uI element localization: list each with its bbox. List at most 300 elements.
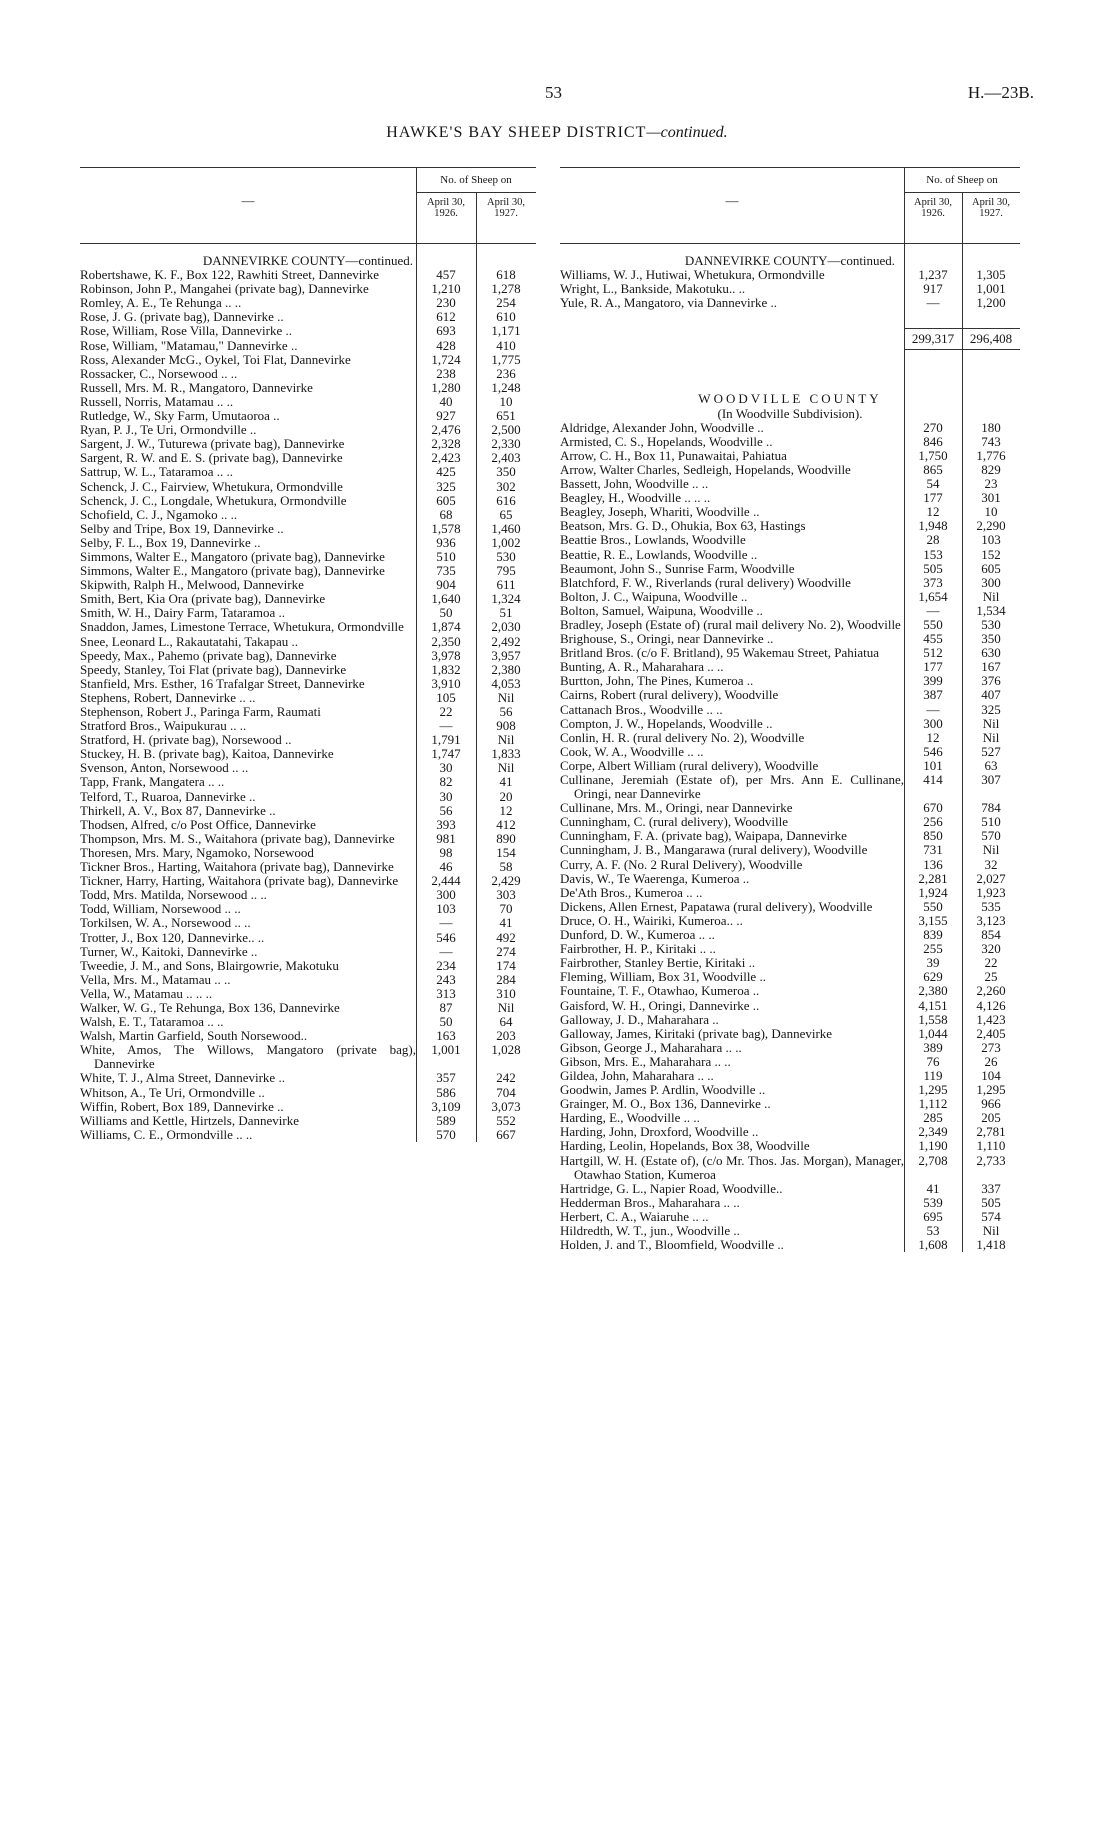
table-row (80, 973, 536, 987)
sheep-count-1927: 376 (981, 673, 1001, 689)
owner-name-address: Gaisford, W. H., Oringi, Dannevirke .. (560, 997, 760, 1013)
sheep-count-1926: 243 (436, 971, 456, 987)
table-row (560, 843, 1020, 857)
table-row (80, 1043, 536, 1071)
owner-name-address: Fairbrother, Stanley Bertie, Kiritaki .. (560, 955, 756, 971)
sheep-count-1926: 550 (923, 898, 943, 914)
sheep-count-1926: 425 (436, 464, 456, 480)
table-row (80, 437, 536, 451)
table-row (80, 733, 536, 747)
sheep-count-1927: 2,733 (976, 1152, 1006, 1168)
owner-name-address: Snee, Leonard L., Rakautatahi, Takapau .. (80, 633, 298, 649)
table-row (80, 268, 536, 282)
sheep-count-1926: 256 (923, 814, 943, 830)
owner-name-address: Armisted, C. S., Hopelands, Woodville .. (560, 433, 773, 449)
sheep-count-1927: 325 (981, 701, 1001, 717)
table-row (560, 533, 1020, 547)
sheep-count-1927: 350 (496, 464, 516, 480)
header-1927: April 30, 1927. (972, 197, 1010, 219)
sheep-count-1927: 1,002 (491, 534, 521, 550)
sheep-count-1926: 1,295 (918, 1082, 948, 1098)
sheep-count-1926: 510 (436, 548, 456, 564)
sheep-count-1927: 527 (981, 743, 1001, 759)
owner-name-address: Herbert, C. A., Waiaruhe .. .. (560, 1208, 709, 1224)
sheep-count-1927: 618 (496, 267, 516, 283)
table-row (80, 339, 536, 353)
sheep-count-1927: 1,460 (491, 520, 521, 536)
sheep-count-1927: 552 (496, 1112, 516, 1128)
sheep-count-1926: 2,444 (431, 873, 461, 889)
sheep-count-1926: 917 (923, 281, 943, 297)
sheep-count-1926: 670 (923, 800, 943, 816)
sheep-count-1927: 41 (499, 915, 513, 931)
sheep-count-1926: 238 (436, 365, 456, 381)
owner-name-address: Russell, Norris, Matamau .. .. (80, 393, 234, 409)
owner-name-address: Beattie, R. E., Lowlands, Woodville .. (560, 546, 758, 562)
sheep-count-1926: 693 (436, 323, 456, 339)
owner-name-address: Speedy, Max., Pahemo (private bag), Dannevirke (80, 647, 337, 663)
sheep-count-1927: 2,260 (976, 983, 1006, 999)
table-body (560, 244, 1020, 1252)
table-row (560, 886, 1020, 900)
table-row (560, 477, 1020, 491)
sheep-count-1926: — (439, 943, 453, 959)
table-row (560, 688, 1020, 702)
sheep-count-1927: 492 (496, 929, 516, 945)
sheep-count-1926: 1,044 (918, 1025, 948, 1041)
owner-name-address: Cairns, Robert (rural delivery), Woodville (560, 687, 779, 703)
sheep-count-1926: 98 (439, 844, 453, 860)
sheep-count-1927: 407 (981, 687, 1001, 703)
owner-name-address: Wright, L., Bankside, Makotuku.. .. (560, 281, 746, 297)
sheep-count-1926: 846 (923, 433, 943, 449)
sheep-count-1926: 2,349 (918, 1124, 948, 1140)
owner-name-address: Gildea, John, Maharahara .. .. (560, 1067, 714, 1083)
owner-name-address: Schenck, J. C., Longdale, Whetukura, Ormondville (80, 492, 347, 508)
table-row (80, 409, 536, 423)
sheep-count-1926: 695 (923, 1208, 943, 1224)
sheep-count-1927: Nil (982, 588, 1000, 604)
owner-name-address: Ross, Alexander McG., Oykel, Toi Flat, Dannevirke (80, 351, 351, 367)
sheep-count-1927: 1,200 (976, 295, 1006, 311)
table-row (80, 677, 536, 691)
table-row (560, 449, 1020, 463)
sheep-count-1926: 285 (923, 1110, 943, 1126)
table-row (560, 435, 1020, 449)
sheep-count-1927: 570 (981, 828, 1001, 844)
sheep-count-1927: Nil (497, 999, 515, 1015)
sheep-count-1927: 890 (496, 830, 516, 846)
sheep-count-1926: 3,109 (431, 1098, 461, 1114)
sheep-count-1926: 839 (923, 927, 943, 943)
owner-name-address: Galloway, James, Kiritaki (private bag), Dannevirke (560, 1025, 833, 1041)
sheep-count-1926: 28 (926, 532, 940, 548)
owner-name-address: Sargent, R. W. and E. S. (private bag), Dannevirke (80, 450, 343, 466)
table-row (560, 1210, 1020, 1224)
owner-name-address: Beagley, Joseph, Whariti, Woodville .. (560, 504, 760, 520)
owner-name-address: Goodwin, James P. Ardlin, Woodville .. (560, 1082, 766, 1098)
title-suffix: —continued. (646, 124, 728, 141)
sheep-count-1926: 68 (439, 506, 453, 522)
table-row (80, 423, 536, 437)
sheep-count-1926: 153 (923, 546, 943, 562)
sheep-count-1926: 3,910 (431, 675, 461, 691)
sheep-count-1927: 611 (496, 577, 516, 593)
table-row (80, 1071, 536, 1085)
owner-name-address: Holden, J. and T., Bloomfield, Woodville .. (560, 1237, 784, 1253)
sheep-count-1926: 1,558 (918, 1011, 948, 1027)
section-heading: DANNEVIRKE COUNTY—continued. (202, 253, 414, 268)
owner-name-address: Robertshawe, K. F., Box 122, Rawhiti Street, Dannevirke (80, 267, 379, 283)
table-row (560, 829, 1020, 843)
owner-name-address: Vella, W., Matamau .. .. .. (80, 985, 213, 1001)
header-dash: — (725, 193, 739, 208)
table-row (80, 1100, 536, 1114)
sheep-count-1927: 510 (981, 814, 1001, 830)
owner-name-address: Thirkell, A. V., Box 87, Dannevirke .. (80, 802, 276, 818)
owner-name-address: Walker, W. G., Te Rehunga, Box 136, Dannevirke (80, 999, 340, 1015)
owner-name-address: Corpe, Albert William (rural delivery), Woodville (560, 757, 819, 773)
sheep-count-1927: 784 (981, 800, 1001, 816)
owner-name-address: Skipwith, Ralph H., Melwood, Dannevirke (80, 577, 304, 593)
sheep-count-1926: 393 (436, 816, 456, 832)
table-row (560, 703, 1020, 717)
owner-name-address: Todd, William, Norsewood .. .. (80, 901, 241, 917)
sheep-count-1927: 274 (496, 943, 516, 959)
sheep-count-1927: 2,290 (976, 518, 1006, 534)
owner-name-address: Tapp, Frank, Mangatera .. .. (80, 774, 225, 790)
header-1927: April 30, 1927. (487, 197, 525, 219)
table-row (80, 465, 536, 479)
sheep-count-1927: 154 (496, 844, 516, 860)
table-row (560, 731, 1020, 745)
sheep-count-1927: 205 (981, 1110, 1001, 1126)
sheep-count-1927: 301 (981, 490, 1001, 506)
table-row (80, 959, 536, 973)
sheep-count-1926: 2,350 (431, 633, 461, 649)
sheep-count-1926: 56 (439, 802, 453, 818)
table-row (80, 747, 536, 761)
owner-name-address: Rossacker, C., Norsewood .. .. (80, 365, 238, 381)
sheep-count-1926: 22 (439, 704, 453, 719)
table-row (560, 956, 1020, 970)
owner-name-address: Robinson, John P., Mangahei (private bag), Dannevirke (80, 281, 369, 297)
owner-name-address: Smith, Bert, Kia Ora (private bag), Dannevirke (80, 591, 326, 607)
table-header (560, 167, 1020, 244)
table-row (80, 508, 536, 522)
sheep-count-1927: 1,833 (491, 746, 521, 762)
sheep-count-1926: 586 (436, 1084, 456, 1100)
sheep-count-1927: 743 (981, 433, 1001, 449)
title-main: HAWKE'S BAY SHEEP DISTRICT (386, 124, 647, 141)
table-row (560, 942, 1020, 956)
table-row (560, 548, 1020, 562)
left-rows (80, 268, 536, 1142)
section-heading-woodville: WOODVILLE COUNTY (698, 391, 882, 407)
sheep-count-1927: 2,500 (491, 422, 521, 438)
sheep-count-1927: Nil (982, 842, 1000, 858)
sheep-count-1927: 1,534 (976, 602, 1006, 618)
sheep-count-1926: 12 (926, 504, 940, 520)
right-rows-dannevirke (560, 268, 1020, 310)
sheep-count-1927: 3,073 (491, 1098, 521, 1114)
owner-name-address: Smith, W. H., Dairy Farm, Tataramoa .. (80, 605, 286, 621)
sheep-count-1926: 300 (436, 887, 456, 903)
table-row (80, 719, 536, 733)
owner-name-address: Fairbrother, H. P., Kiritaki .. .. (560, 941, 716, 957)
sheep-count-1927: 1,418 (976, 1237, 1006, 1253)
table-row (560, 1139, 1020, 1153)
sheep-count-1927: 651 (496, 408, 516, 424)
owner-name-address: Fleming, William, Box 31, Woodville .. (560, 969, 766, 985)
sheep-count-1926: 2,281 (918, 870, 948, 886)
sheep-count-1926: 1,750 (918, 447, 948, 463)
sheep-count-1927: 350 (981, 631, 1001, 647)
owner-name-address: Snaddon, James, Limestone Terrace, Whetukura, Ormondville (80, 619, 404, 635)
sheep-count-1926: 612 (436, 309, 456, 325)
owner-name-address: Stephenson, Robert J., Paringa Farm, Raumati (80, 704, 321, 719)
owner-name-address: Rose, William, "Matamau," Dannevirke .. (80, 337, 298, 353)
sheep-count-1926: 387 (923, 687, 943, 703)
owner-name-address: Ryan, P. J., Te Uri, Ormondville .. (80, 422, 257, 438)
sheep-count-1927: Nil (982, 729, 1000, 745)
owner-name-address: Cook, W. A., Woodville .. .. (560, 743, 704, 759)
sheep-count-1927: 1,923 (976, 884, 1006, 900)
sheep-count-1926: 39 (926, 955, 940, 971)
sheep-count-1927: 2,429 (491, 873, 521, 889)
sheep-count-1926: 50 (439, 1014, 453, 1030)
table-row (80, 296, 536, 310)
sheep-count-1927: 70 (499, 901, 513, 917)
owner-name-address: Svenson, Anton, Norsewood .. .. (80, 760, 249, 776)
sheep-count-1926: 865 (923, 461, 943, 477)
sheep-count-1926: 163 (436, 1028, 456, 1044)
table-row (80, 536, 536, 550)
sheep-count-1927: 22 (984, 955, 998, 971)
owner-name-address: Yule, R. A., Mangatoro, via Dannevirke .. (560, 295, 777, 311)
sheep-count-1926: 1,237 (918, 267, 948, 283)
sheep-count-1927: 236 (496, 365, 516, 381)
table-row (560, 604, 1020, 618)
owner-name-address: Vella, Mrs. M., Matamau .. .. (80, 971, 231, 987)
table-row (560, 463, 1020, 477)
total-1926: 299,317 (904, 328, 962, 350)
table-row (80, 635, 536, 649)
sheep-count-1926: 570 (436, 1126, 456, 1142)
county-total-row (560, 328, 1020, 350)
sheep-count-1927: 1,110 (976, 1138, 1006, 1154)
sheep-count-1926: 1,791 (431, 732, 461, 748)
owner-name-address: De'Ath Bros., Kumeroa .. .. (560, 884, 703, 900)
sheep-count-1926: 30 (439, 788, 453, 804)
sheep-count-1926: 76 (926, 1053, 940, 1069)
sheep-count-1927: 152 (981, 546, 1001, 562)
sheep-count-1926: 105 (436, 689, 456, 705)
sheep-count-1927: 203 (496, 1028, 516, 1044)
owner-name-address: Rutledge, W., Sky Farm, Umutaoroa .. (80, 408, 280, 424)
sheep-count-1926: 428 (436, 337, 456, 353)
page-number: 53 (545, 83, 562, 102)
table-row (560, 1196, 1020, 1210)
table-row (80, 324, 536, 338)
sheep-count-1927: 535 (981, 898, 1001, 914)
owner-name-address: Stephens, Robert, Dannevirke .. .. (80, 689, 256, 705)
sheep-count-1926: 325 (436, 478, 456, 494)
header-dash: — (241, 193, 255, 208)
table-row (560, 519, 1020, 533)
owner-name-address: Burtton, John, The Pines, Kumeroa .. (560, 673, 754, 689)
sheep-count-1927: 530 (981, 616, 1001, 632)
sheep-count-1926: 735 (436, 563, 456, 579)
table-row (80, 522, 536, 536)
table-row (80, 353, 536, 367)
owner-name-address: Williams, W. J., Hutiwai, Whetukura, Ormondville (560, 267, 825, 283)
table-row (560, 562, 1020, 576)
sheep-count-1926: 82 (439, 774, 453, 790)
table-row (560, 970, 1020, 984)
table-row (560, 646, 1020, 660)
owner-name-address: Rose, William, Rose Villa, Dannevirke .. (80, 323, 292, 339)
document-reference: H.—23B. (967, 83, 1034, 102)
table-row (80, 451, 536, 465)
sheep-count-1927: 605 (981, 560, 1001, 576)
sheep-count-1927: 3,957 (491, 647, 521, 663)
sheep-count-1926: 389 (923, 1039, 943, 1055)
table-row (560, 421, 1020, 435)
owner-name-address: Bunting, A. R., Maharahara .. .. (560, 659, 724, 675)
sheep-count-1927: 2,492 (491, 633, 521, 649)
owner-name-address: Galloway, J. D., Maharahara .. (560, 1011, 719, 1027)
sheep-count-1926: 550 (923, 616, 943, 632)
sheep-count-1926: — (439, 718, 453, 734)
table-row (560, 491, 1020, 505)
sheep-count-1926: 2,380 (918, 983, 948, 999)
left-column (80, 167, 536, 1142)
sheep-count-1927: 303 (496, 887, 516, 903)
sheep-count-1927: 829 (981, 461, 1001, 477)
owner-name-address: Hildredth, W. T., jun., Woodville .. (560, 1223, 740, 1238)
sheep-count-1926: 50 (439, 605, 453, 621)
sheep-count-1926: 1,874 (431, 619, 461, 635)
sheep-count-1926: 1,280 (431, 379, 461, 395)
sheep-count-1926: 1,832 (431, 661, 461, 677)
owner-name-address: Walsh, Martin Garfield, South Norsewood.. (80, 1028, 308, 1044)
owner-name-address: Schofield, C. J., Ngamoko .. .. (80, 506, 238, 522)
owner-name-address: Stanfield, Mrs. Esther, 16 Trafalgar Street, Dannevirke (80, 675, 365, 691)
owner-name-address: Turner, W., Kaitoki, Dannevirke .. (80, 943, 258, 959)
owner-name-address: Dickens, Allen Ernest, Papatawa (rural delivery), Woodville (560, 898, 873, 914)
owner-name-address: Bolton, Samuel, Waipuna, Woodville .. (560, 602, 763, 618)
sheep-count-1926: 54 (926, 476, 940, 492)
sheep-count-1927: 302 (496, 478, 516, 494)
owner-name-address: Sargent, J. W., Tuturewa (private bag), Dannevirke (80, 436, 345, 452)
table-row (560, 928, 1020, 942)
owner-name-address: Druce, O. H., Wairiki, Kumeroa.. .. (560, 912, 743, 928)
sheep-count-1926: 927 (436, 408, 456, 424)
sheep-count-1927: 1,295 (976, 1082, 1006, 1098)
table-row (560, 660, 1020, 674)
owner-name-address: Simmons, Walter E., Mangatoro (private bag), Dannevirke (80, 563, 385, 579)
sheep-count-1926: 46 (439, 859, 453, 875)
owner-name-address: Harding, John, Droxford, Woodville .. (560, 1124, 759, 1140)
table-row (80, 310, 536, 324)
header-1926: April 30, 1926. (914, 197, 952, 219)
sheep-count-1927: 65 (499, 506, 513, 522)
sheep-count-1927: 32 (984, 856, 998, 872)
table-row (80, 1015, 536, 1029)
table-row (560, 1041, 1020, 1055)
sheep-count-1926: 3,978 (431, 647, 461, 663)
sheep-count-1926: 1,190 (918, 1138, 948, 1154)
table-row (560, 773, 1020, 801)
table-row (80, 916, 536, 930)
owner-name-address: Tweedie, J. M., and Sons, Blairgowrie, Makotuku (80, 957, 339, 973)
owner-name-address: Cunningham, F. A. (private bag), Waipapa, Dannevirke (560, 828, 847, 844)
sheep-count-1926: 103 (436, 901, 456, 917)
table-row (80, 663, 536, 677)
sheep-count-1927: 1,775 (491, 351, 521, 367)
table-row (80, 620, 536, 634)
owner-name-address: Wiffin, Robert, Box 189, Dannevirke .. (80, 1098, 284, 1114)
sheep-count-1927: 1,248 (491, 379, 521, 395)
table-row (80, 395, 536, 409)
table-row (560, 1154, 1020, 1182)
table-row (80, 775, 536, 789)
owner-name-address: Romley, A. E., Te Rehunga .. .. (80, 295, 242, 311)
sheep-count-1927: 1,324 (491, 591, 521, 607)
table-row (80, 874, 536, 888)
table-row (80, 987, 536, 1001)
owner-name-address: Compton, J. W., Hopelands, Woodville .. (560, 715, 773, 731)
table-row (560, 1027, 1020, 1041)
sheep-count-1926: — (926, 602, 940, 618)
sheep-count-1927: 2,030 (491, 619, 521, 635)
owner-name-address: Beattie Bros., Lowlands, Woodville (560, 532, 746, 548)
sheep-count-1927: 51 (499, 605, 513, 621)
table-row (80, 846, 536, 860)
table-row (560, 1111, 1020, 1125)
table-row (80, 691, 536, 705)
owner-name-address: Telford, T., Ruaroa, Dannevirke .. (80, 788, 256, 804)
owner-name-address: Gibson, George J., Maharahara .. .. (560, 1039, 742, 1055)
owner-name-address: Williams, C. E., Ormondville .. .. (80, 1126, 253, 1142)
sheep-count-1926: 605 (436, 492, 456, 508)
sheep-count-1926: 505 (923, 560, 943, 576)
sheep-count-1926: 40 (439, 393, 453, 409)
table-row (80, 945, 536, 959)
table-row (560, 999, 1020, 1013)
sheep-count-1927: 667 (496, 1126, 516, 1142)
sheep-count-1927: 58 (499, 859, 513, 875)
sheep-count-1927: 41 (499, 774, 513, 790)
table-row (80, 564, 536, 578)
owner-name-address: Cattanach Bros., Woodville .. .. (560, 701, 723, 717)
table-row (80, 902, 536, 916)
owner-name-address: White, T. J., Alma Street, Dannevirke .. (80, 1070, 285, 1086)
sheep-count-1926: 2,423 (431, 450, 461, 466)
owner-name-address: Fountaine, T. F., Otawhao, Kumeroa .. (560, 983, 760, 999)
table-row (80, 1001, 536, 1015)
sheep-count-1926: 12 (926, 729, 940, 745)
sheep-count-1927: 10 (499, 393, 513, 409)
sheep-count-1926: 904 (436, 577, 456, 593)
header-group: No. of Sheep on (926, 174, 998, 186)
table-row (80, 592, 536, 606)
sheep-count-1927: 254 (496, 295, 516, 311)
sheep-count-1926: — (439, 915, 453, 931)
table-header (80, 167, 536, 244)
sheep-count-1926: 30 (439, 760, 453, 776)
